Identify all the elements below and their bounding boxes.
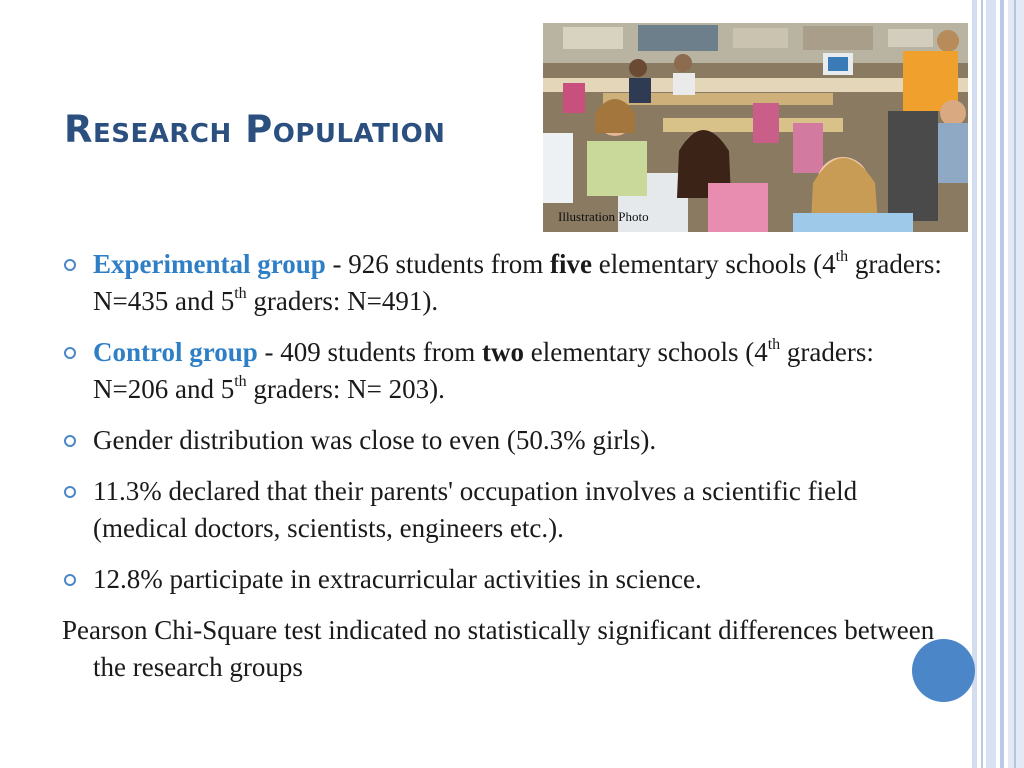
bullet-text: graders: N=206 and 5 xyxy=(93,337,874,404)
slide-title: Research Population xyxy=(64,108,446,151)
decor-stripe xyxy=(1014,0,1016,768)
photo-caption: Illustration Photo xyxy=(558,209,649,224)
bullet-extracurricular xyxy=(62,561,942,598)
decor-stripe xyxy=(972,0,977,768)
bullet-circle-icon xyxy=(64,435,76,447)
decor-stripe xyxy=(981,0,983,768)
bullet-control-group xyxy=(62,334,942,408)
bullet-text: - 409 students from xyxy=(257,337,483,367)
bullet-text: Gender distribution was close to even (50.3% girls). xyxy=(93,425,657,455)
illustration-photo xyxy=(543,23,968,232)
decor-stripe xyxy=(1008,0,1024,768)
bullet-text: elementary schools (4 xyxy=(591,249,836,279)
superscript: th xyxy=(767,336,781,353)
bullet-text: elementary schools (4 xyxy=(524,337,768,367)
bullet-text: graders: N= 203). xyxy=(246,374,445,404)
bullet-circle-icon xyxy=(64,486,76,498)
bullet-emphasis: five xyxy=(550,249,592,279)
decor-circle xyxy=(912,639,975,702)
decor-stripe xyxy=(986,0,996,768)
bullet-circle-icon xyxy=(64,574,76,586)
bullet-emphasis: two xyxy=(482,337,525,367)
bullet-text: - 926 students from xyxy=(325,249,550,279)
bullet-parents-occupation xyxy=(62,473,942,547)
superscript: th xyxy=(234,285,247,302)
superscript: th xyxy=(835,248,849,265)
superscript: th xyxy=(234,373,247,390)
bullet-text: graders: N=491). xyxy=(246,286,439,316)
bullet-text: 11.3% declared that their parents' occupation involves a scientific field (medical doctors, scientists, engineers etc.). xyxy=(93,476,858,543)
bullet-circle-icon xyxy=(64,259,76,271)
bullet-gender xyxy=(62,422,942,459)
bullet-list xyxy=(62,246,942,686)
control-group-label: Control group xyxy=(93,337,258,367)
bullet-text: graders: N=435 and 5 xyxy=(93,249,942,316)
classroom-photo-image xyxy=(543,23,968,232)
bullet-circle-icon xyxy=(64,347,76,359)
decor-stripe xyxy=(1000,0,1004,768)
experimental-group-label: Experimental group xyxy=(93,249,326,279)
bullet-experimental-group xyxy=(62,246,942,320)
bullet-text: 12.8% participate in extracurricular activities in science. xyxy=(93,564,702,594)
conclusion-text: Pearson Chi-Square test indicated no statistically significant differences between the research groups xyxy=(62,615,935,682)
